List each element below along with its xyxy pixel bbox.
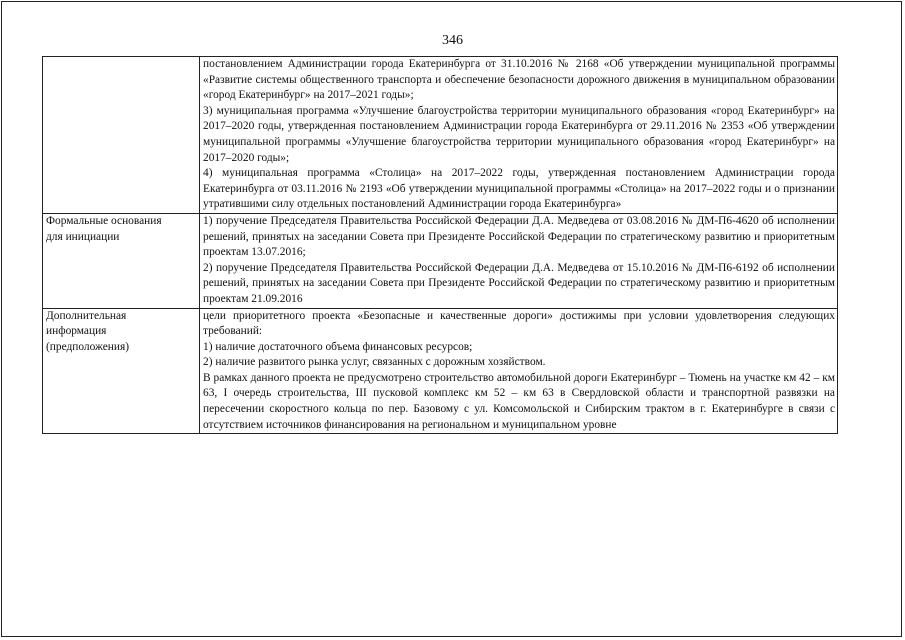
row-content-cell <box>200 213 838 308</box>
row-label-line: (предположения) <box>46 340 130 353</box>
paragraph: 1) наличие достаточного объема финансовых ресурсов; <box>203 340 473 353</box>
row-label-line: Дополнительная <box>46 309 127 322</box>
paragraph: 3) муниципальная программа «Улучшение благоустройства территории муниципального образования «город Екатеринбург» на 2017–2020 годы, утвержденная постановлением Администрации города Екатеринбурга от 29.11.2016 № 2353 «Об утверждении муниципальной программы «Улучшение благоустройства территории муниципального образования «город Екатеринбург» на 2017–2020 годы»; <box>203 104 835 164</box>
row-label-line: для инициации <box>46 230 120 243</box>
paragraph: цели приоритетного проекта «Безопасные и качественные дороги» достижимы при условии удовлетворения следующих требований: <box>203 309 835 338</box>
passport-table <box>42 56 838 434</box>
paragraph: 2) поручение Председателя Правительства Российской Федерации Д.А. Медведева от 15.10.2016 № ДМ-П6-6192 об исполнении решений, принятых на заседании Совета при Президенте Российской Федерации по стратегическому развитию и приоритетным проектам 21.09.2016 <box>203 261 835 305</box>
paragraph: 4) муниципальная программа «Столица» на 2017–2022 годы, утвержденная постановлением Администрации города Екатеринбурга от 03.11.2016 № 2193 «Об утверждении муниципальной программы «Столица» на 2017–2022 годы и о признании утратившими силу отдельных постановлений Администрации города Екатеринбурга» <box>203 167 835 211</box>
table-row <box>43 308 838 434</box>
row-label-line: Формальные основания <box>46 214 162 227</box>
row-label-line: информация <box>46 325 107 338</box>
row-content-cell <box>200 308 838 434</box>
table-row <box>43 57 838 214</box>
paragraph: 2) наличие развитого рынка услуг, связанных с дорожным хозяйством. <box>203 356 546 369</box>
paragraph: В рамках данного проекта не предусмотрено строительство автомобильной дороги Екатеринбург – Тюмень на участке км 42 – км 63, I очередь строительства, III пусковой комплекс км 52 – км 63 в Свердловской области и транспортной развязки на пересечении скоростного кольца по пер. Базовому с ул. Комсомольской и Сибирским трактом в г. Екатеринбурге в связи с отсутствием источников финансирования на региональном и муниципальном уровне <box>203 371 835 431</box>
page-number: 346 <box>442 33 463 48</box>
row-label-cell <box>43 308 200 434</box>
row-label-cell <box>43 213 200 308</box>
row-label-cell <box>43 57 200 214</box>
paragraph: постановлением Администрации города Екатеринбурга от 31.10.2016 № 2168 «Об утверждении муниципальной программы «Развитие системы общественного транспорта и обеспечение безопасности дорожного движения в муниципальном образовании «город Екатеринбург» на 2017–2021 годы»; <box>203 58 835 102</box>
table-row <box>43 213 838 308</box>
row-content-cell <box>200 57 838 214</box>
paragraph: 1) поручение Председателя Правительства Российской Федерации Д.А. Медведева от 03.08.2016 № ДМ-П6-4620 об исполнении решений, принятых на заседании Совета при Президенте Российской Федерации по стратегическому развитию и приоритетным проектам 13.07.2016; <box>203 214 835 259</box>
